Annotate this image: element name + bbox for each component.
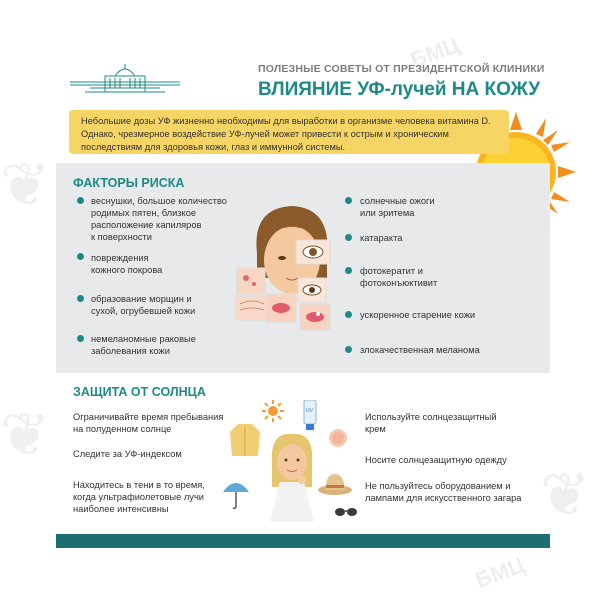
background-ornament: ❦ — [0, 150, 51, 220]
hat-icon — [318, 472, 352, 496]
header-subtitle: ПОЛЕЗНЫЕ СОВЕТЫ ОТ ПРЕЗИДЕНТСКОЙ КЛИНИКИ — [258, 63, 545, 75]
protect-item-right: Не пользуйтесь оборудованием и лампами для искусственного загара — [365, 481, 522, 503]
intro-line: Однако, чрезмерное воздействие УФ-лучей может привести к острым и хроническим — [81, 129, 449, 139]
compact-icon — [328, 428, 348, 448]
risk-item-right: фотокератит и фотоконъюктивит — [360, 266, 438, 288]
risk-item-left: образование морщин и сухой, огрубевшей кожи — [91, 294, 196, 316]
protect-item-left: Следите за УФ-индексом — [73, 449, 182, 459]
face-skin-illustration — [232, 198, 352, 338]
risk-factors-title: ФАКТОРЫ РИСКА — [73, 176, 185, 190]
svg-text:UV: UV — [306, 408, 313, 414]
risk-item-left: веснушки, большое количество родимых пятен, близкое расположение капиляров к поверхности — [91, 196, 227, 242]
protection-title: ЗАЩИТА ОТ СОЛНЦА — [73, 385, 206, 399]
sunscreen-tube-icon — [302, 400, 318, 430]
risk-item-right: катаракта — [360, 233, 403, 243]
background-ornament: ❦ — [540, 460, 591, 530]
bullet-dot — [77, 253, 84, 260]
protect-item-left: Ограничивайте время пребывания на полуденном солнце — [73, 412, 224, 434]
risk-item-right: злокачественная меланома — [360, 345, 480, 355]
sunglasses-icon — [334, 506, 358, 518]
bullet-dot — [77, 295, 84, 302]
jacket-icon — [228, 422, 262, 458]
risk-item-right: солнечные ожоги или эритема — [360, 196, 435, 218]
protect-item-left: Находитесь в тени в то время, когда ультрафиолетовые лучи наиболее интенсивны — [73, 480, 205, 514]
intro-box — [69, 110, 509, 154]
clinic-logo — [70, 62, 180, 102]
page-title: ВЛИЯНИЕ УФ-лучей НА КОЖУ — [258, 79, 541, 100]
bullet-dot — [77, 197, 84, 204]
background-ornament: ❦ — [0, 400, 51, 470]
bullet-dot — [77, 335, 84, 342]
protect-item-right: Носите солнцезащитную одежду — [365, 455, 507, 465]
sun-small-icon — [262, 400, 284, 422]
intro-line: Небольшие дозы УФ жизненно необходимы для выработки в организме человека витамина D. — [81, 116, 491, 126]
protect-item-right: Используйте солнцезащитный крем — [365, 412, 497, 434]
watermark: БМЦ — [407, 32, 463, 73]
intro-line: последствиям для здоровья кожи, глаз и иммунной системы. — [81, 142, 346, 152]
footer-bar — [56, 534, 550, 548]
watermark: БМЦ — [472, 552, 528, 593]
woman-illustration — [262, 432, 322, 522]
risk-item-right: ускоренное старение кожи — [360, 310, 476, 320]
umbrella-icon — [222, 478, 250, 510]
bullet-dot — [345, 346, 352, 353]
risk-item-left: немеланомные раковые заболевания кожи — [91, 334, 196, 356]
risk-item-left: повреждения кожного покрова — [91, 253, 163, 275]
